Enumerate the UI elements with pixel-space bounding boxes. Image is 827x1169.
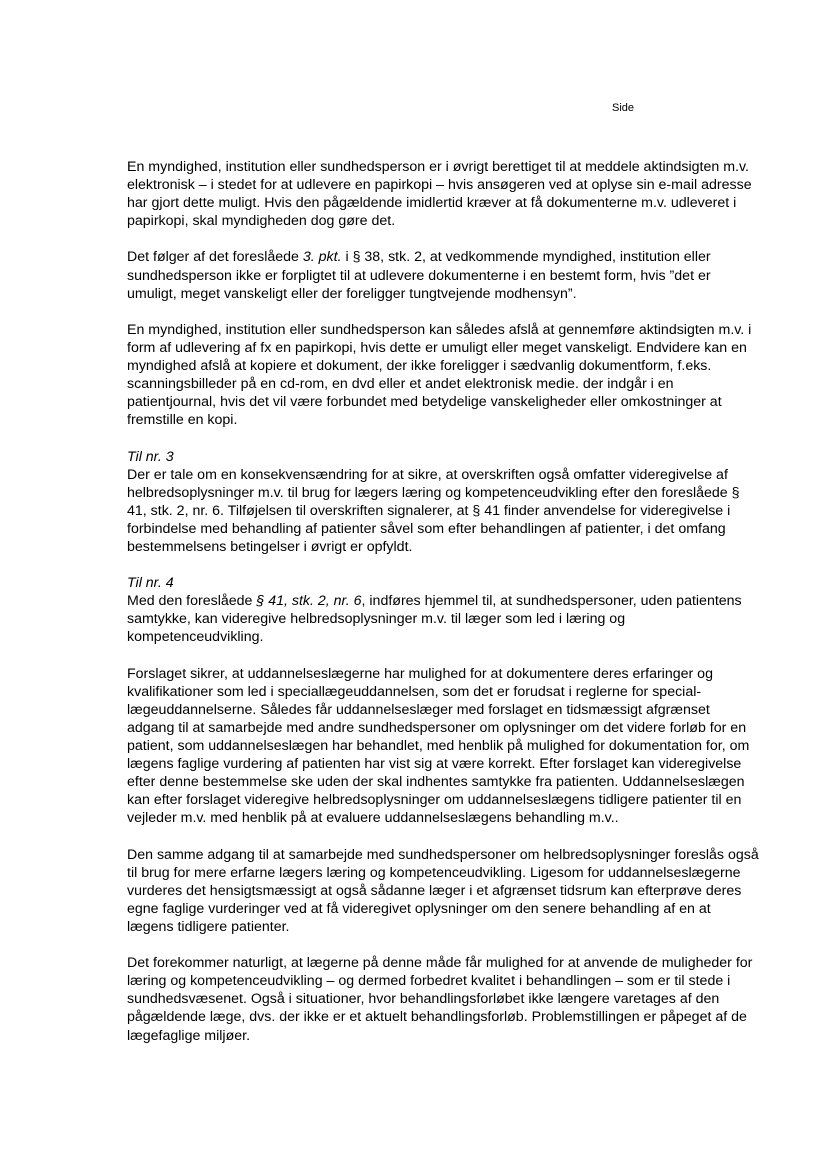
text-line	[127, 918, 752, 936]
text-segment: kan efter forslaget videregive helbredsoplysninger om uddannelseslægens tidligere patienter til en	[127, 792, 742, 809]
text-segment: fremstille en kopi.	[127, 412, 238, 429]
document-body	[127, 158, 759, 1063]
text-segment: Forslaget sikrer, at uddannelseslægerne har mulighed for at dokumentere deres erfaringer og	[127, 665, 713, 682]
text-segment: scanningsbilleder på en cd-rom, en dvd eller et andet elektronisk medie. der indgår i en	[127, 376, 674, 393]
text-line	[127, 285, 752, 303]
paragraph	[127, 158, 752, 230]
text-line	[127, 592, 752, 610]
text-segment: helbredsoplysninger m.v. til brug for lægers læring og kompetenceudvikling efter den foreslåede §	[127, 484, 740, 501]
text-segment: umuligt, meget vanskeligt eller der foreligger tungtvejende modhensyn”.	[127, 285, 577, 302]
italic-text-segment: 3. pkt.	[302, 249, 342, 266]
text-line	[127, 719, 752, 737]
text-segment: Der er tale om en konsekvensændring for at sikre, at overskriften også omfatter videregivelse af	[127, 466, 728, 483]
text-segment: En myndighed, institution eller sundhedsperson er i øvrigt berettiget til at meddele aktindsigten m.v.	[127, 159, 749, 175]
text-segment: sundhedsvæsenet. Også i situationer, hvor behandlingsforløbet ikke længere varetages af den	[127, 991, 720, 1008]
text-segment: forbindelse med behandling af patienter såvel som efter behandlingen af patienter, i det omfang	[127, 520, 726, 537]
text-segment: Den samme adgang til at samarbejde med sundhedspersoner om helbredsoplysninger foreslås også	[127, 846, 759, 863]
page-header-side-label: Side	[612, 102, 635, 114]
text-line	[127, 610, 752, 628]
text-segment: vejleder m.v. med henblik på at evaluere uddannelseslægens behandling m.v..	[127, 810, 619, 827]
paragraph	[127, 954, 752, 1044]
text-line	[127, 375, 752, 393]
text-segment: har gjort dette muligt. Hvis den pågældende imidlertid kræver at få dokumenterne m.v. udleveret i	[127, 195, 737, 212]
text-segment: samtykke, kan videregive helbredsoplysninger m.v. til læger som led i læring og	[127, 611, 626, 628]
text-segment: lægens faglige vurdering af patienten har vist sig at være korrekt. Efter forslaget kan videregivelse	[127, 756, 742, 773]
text-line	[127, 683, 752, 701]
text-segment: adgang til at samarbejde med andre sundhedspersoner om oplysninger om det videre forløb for en	[127, 719, 747, 736]
text-segment: pågældende læge, dvs. der ikke er et aktuelt behandlingsforløb. Problemstillingen er påpeget af de	[127, 1009, 747, 1026]
text-line	[127, 158, 752, 176]
text-segment: Med den foreslåede	[127, 593, 257, 610]
text-line	[127, 212, 752, 230]
paragraph	[127, 448, 752, 557]
text-segment: form af udlevering af fx en papirkopi, hvis dette er umuligt eller meget vanskeligt. Endvidere kan en	[127, 339, 747, 356]
text-line	[127, 448, 752, 466]
text-line	[127, 502, 752, 520]
text-line	[127, 990, 752, 1008]
italic-text-segment: § 41, stk. 2, nr. 6	[256, 593, 362, 610]
paragraph	[127, 321, 752, 430]
text-segment: elektronisk – i stedet for at udlevere en papirkopi – hvis ansøgeren ved at oplyse sin e-mail adresse	[127, 177, 752, 194]
text-line	[127, 194, 752, 212]
text-line	[127, 339, 752, 357]
text-line	[127, 357, 752, 375]
text-segment: En myndighed, institution eller sundhedsperson kan således afslå at gennemføre aktindsigten m.v. i	[127, 321, 752, 338]
text-line	[127, 882, 752, 900]
italic-text-segment: Til nr. 3	[127, 448, 174, 465]
text-segment: til brug for mere erfarne lægers læring og kompetenceudvikling. Ligesom for uddannelseslægerne	[127, 864, 741, 881]
text-segment: lægefaglige miljøer.	[127, 1027, 251, 1044]
text-line	[127, 755, 752, 773]
text-segment: patient, som uddannelseslægen har behandlet, med henblik på mulighed for dokumentation for, om	[127, 738, 750, 754]
text-line	[127, 267, 752, 285]
text-segment: patientjournal, hvis det vil være forbundet med betydelige vanskeligheder eller omkostninger at	[127, 394, 722, 411]
text-line	[127, 321, 752, 339]
text-line	[127, 791, 752, 809]
text-line	[127, 737, 752, 755]
text-segment: bestemmelsens betingelser i øvrigt er opfyldt.	[127, 538, 413, 555]
text-line	[127, 520, 752, 538]
text-line	[127, 809, 752, 827]
text-line	[127, 972, 752, 990]
text-segment: kompetenceudvikling.	[127, 629, 264, 646]
text-segment: Det følger af det foreslåede	[127, 249, 303, 266]
text-line	[127, 574, 752, 592]
text-segment: efter denne bestemmelse ske uden der skal indhentes samtykke fra patienten. Uddannelseslægen	[127, 774, 745, 791]
text-line	[127, 773, 752, 791]
text-line	[127, 1008, 752, 1026]
text-line	[127, 248, 752, 266]
text-line	[127, 900, 752, 918]
text-segment: lægeuddannelserne. Således får uddannelseslæger med forslaget en tidsmæssigt afgrænset	[127, 701, 710, 718]
text-segment: papirkopi, skal myndigheden dog gøre det.	[127, 213, 396, 230]
text-line	[127, 393, 752, 411]
paragraph	[127, 665, 752, 828]
text-line	[127, 665, 752, 683]
text-line	[127, 538, 752, 556]
text-segment: vurderes det hensigtsmæssigt at også sådanne læger i et afgrænset tidsrum kan efterprøve deres	[127, 882, 742, 899]
paragraph	[127, 574, 752, 646]
text-segment: myndighed afslå at kopiere et dokument, der ikke foreligger i sædvanlig dokumentform, f.eks.	[127, 358, 712, 375]
text-line	[127, 864, 752, 882]
text-line	[127, 411, 752, 429]
paragraph	[127, 846, 759, 936]
text-segment: lægens tidligere patienter.	[127, 918, 290, 935]
italic-text-segment: Til nr. 4	[127, 575, 174, 592]
text-line	[127, 1027, 752, 1045]
text-line	[127, 846, 759, 864]
text-segment: Det forekommer naturligt, at lægerne på denne måde får mulighed for at anvende de muligheder for	[127, 955, 753, 972]
text-line	[127, 484, 752, 502]
text-segment: læring og kompetenceudvikling – og dermed forbedret kvalitet i behandlingen – som er til stede i	[127, 973, 731, 990]
text-segment: , indføres hjemmel til, at sundhedspersoner, uden patientens	[361, 593, 742, 610]
text-segment: kvalifikationer som led i speciallægeuddannelsen, som det er forudsat i reglerne for special-	[127, 683, 702, 700]
text-line	[127, 176, 752, 194]
text-segment: sundhedsperson ikke er forpligtet til at udlevere dokumenterne i en bestemt form, hvis ”det er	[127, 267, 711, 284]
text-segment: i § 38, stk. 2, at vedkommende myndighed, institution eller	[341, 249, 711, 266]
text-line	[127, 628, 752, 646]
paragraph	[127, 248, 752, 302]
text-line	[127, 701, 752, 719]
text-line	[127, 466, 752, 484]
text-segment: egne faglige vurderinger ved at få videregivet oplysninger om den senere behandling af en at	[127, 900, 711, 917]
text-line	[127, 954, 752, 972]
text-segment: 41, stk. 2, nr. 6. Tilføjelsen til overskriften signalerer, at § 41 finder anvendelse for videregivelse i	[127, 502, 731, 519]
